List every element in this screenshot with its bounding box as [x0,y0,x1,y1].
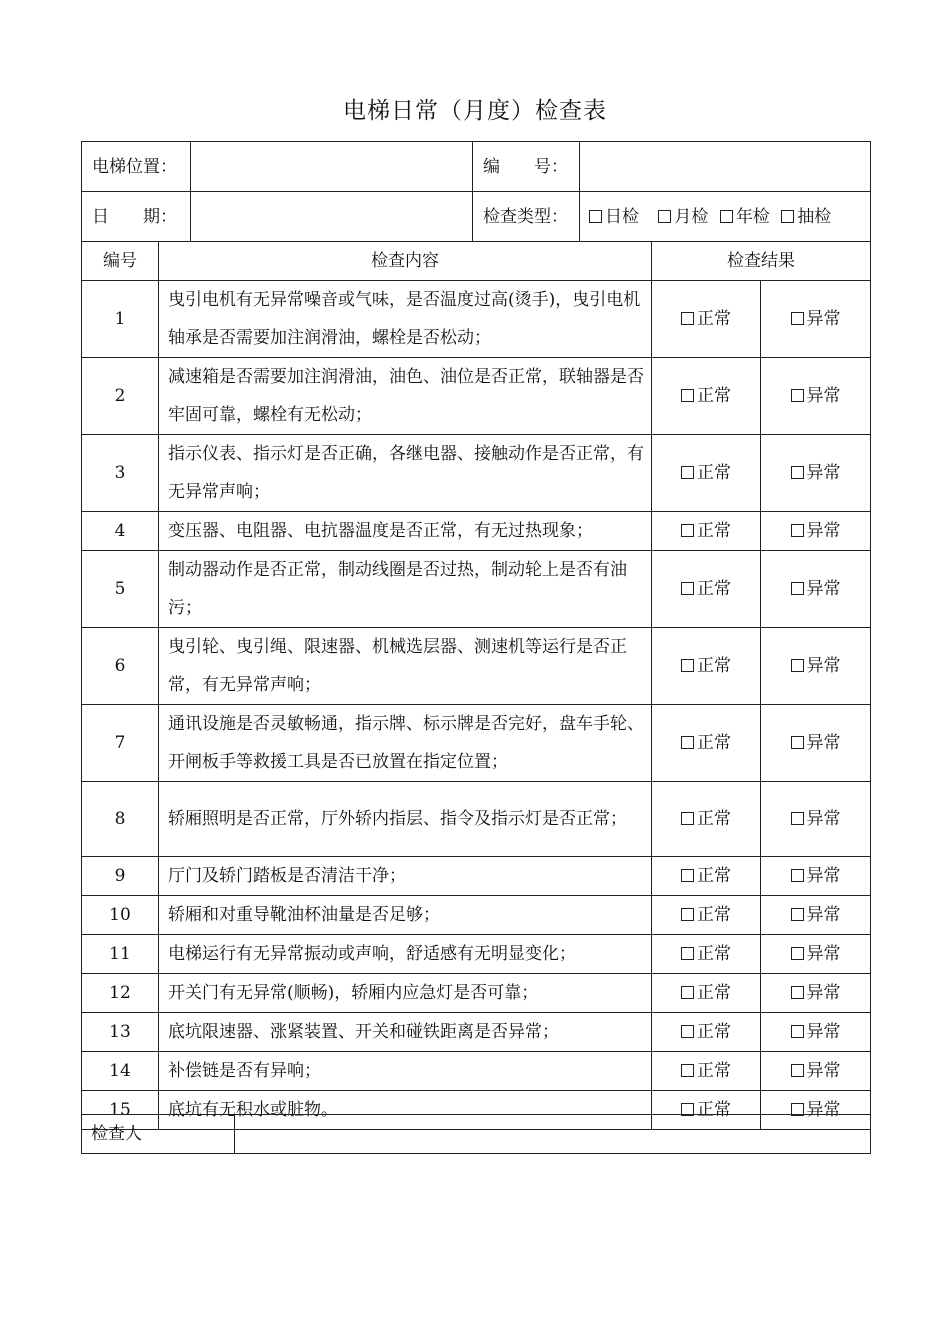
row-number: 15 [82,1091,159,1130]
row-content: 制动器动作是否正常，制动线圈是否过热，制动轮上是否有油污； [159,551,652,628]
normal-label: 正常 [697,983,731,1003]
checkbox-icon[interactable] [791,1064,804,1077]
check-type-options [580,192,871,242]
normal-label: 正常 [697,1100,731,1120]
normal-option[interactable] [652,896,761,935]
date-field[interactable] [191,192,473,242]
row-number: 3 [82,435,159,512]
normal-label: 正常 [697,386,731,406]
abnormal-option[interactable] [761,1013,871,1052]
table-row [82,628,871,705]
checkbox-icon[interactable] [681,908,694,921]
checkbox-icon[interactable] [791,1025,804,1038]
checkbox-icon[interactable] [681,869,694,882]
table-row [82,705,871,782]
abnormal-label: 异常 [806,905,841,925]
normal-option[interactable] [652,782,761,857]
row-number: 5 [82,551,159,628]
row-content: 曳引轮、曳引绳、限速器、机械选层器、测速机等运行是否正常，有无异常声响； [159,628,652,705]
normal-label: 正常 [697,579,731,599]
normal-option[interactable] [652,281,761,358]
abnormal-option[interactable] [761,974,871,1013]
abnormal-label: 异常 [806,521,841,541]
row-content: 减速箱是否需要加注润滑油，油色、油位是否正常，联轴器是否牢固可靠，螺栓有无松动； [159,358,652,435]
normal-option[interactable] [652,1013,761,1052]
checkbox-icon[interactable] [791,582,804,595]
checkbox-icon[interactable] [681,812,694,825]
abnormal-option[interactable] [761,705,871,782]
table-row [82,935,871,974]
row-content: 轿厢和对重导靴油杯油量是否足够； [159,896,652,935]
normal-option[interactable] [652,857,761,896]
row-content: 开关门有无异常(顺畅)，轿厢内应急灯是否可靠； [159,974,652,1013]
checkbox-icon[interactable] [681,466,694,479]
table-row [82,435,871,512]
location-field[interactable] [191,142,473,192]
table-row [82,974,871,1013]
column-header-result: 检查结果 [652,242,871,281]
abnormal-option[interactable] [761,857,871,896]
row-content: 曳引电机有无异常噪音或气味，是否温度过高(烫手)，曳引电机轴承是否需要加注润滑油，螺栓是否松动； [159,281,652,358]
checkbox-icon[interactable] [720,210,733,223]
checkbox-icon[interactable] [791,524,804,537]
abnormal-option[interactable] [761,782,871,857]
checkbox-icon[interactable] [681,389,694,402]
checkbox-icon[interactable] [589,210,602,223]
abnormal-label: 异常 [806,309,841,329]
inspection-table [81,241,871,1130]
normal-option[interactable] [652,512,761,551]
checkbox-icon[interactable] [681,736,694,749]
checkbox-icon[interactable] [681,312,694,325]
checkbox-icon[interactable] [791,947,804,960]
normal-label: 正常 [697,309,731,329]
location-label: 电梯位置： [82,142,191,192]
row-content: 底坑限速器、涨紧装置、开关和碰铁距离是否异常； [159,1013,652,1052]
checkbox-icon[interactable] [791,908,804,921]
normal-label: 正常 [697,809,731,829]
abnormal-option[interactable] [761,935,871,974]
row-content: 指示仪表、指示灯是否正确，各继电器、接触动作是否正常，有无异常声响； [159,435,652,512]
row-content: 底坑有无积水或脏物。 [159,1091,652,1130]
row-content: 通讯设施是否灵敏畅通，指示牌、标示牌是否完好，盘车手轮、开闸板手等救援工具是否已放置在指定位置； [159,705,652,782]
row-number: 7 [82,705,159,782]
checkbox-icon[interactable] [791,389,804,402]
checkbox-icon[interactable] [681,524,694,537]
column-header-number: 编号 [82,242,159,281]
row-content: 电梯运行有无异常振动或声响，舒适感有无明显变化； [159,935,652,974]
abnormal-label: 异常 [806,656,841,676]
row-content: 补偿链是否有异响； [159,1052,652,1091]
normal-label: 正常 [697,905,731,925]
page-title: 电梯日常（月度）检查表 [343,98,607,124]
row-number: 11 [82,935,159,974]
checkbox-icon[interactable] [681,1025,694,1038]
table-row [82,281,871,358]
check-type-option-monthly[interactable]: 月检 [658,207,708,227]
abnormal-label: 异常 [806,1061,841,1081]
checkbox-icon[interactable] [681,1064,694,1077]
normal-label: 正常 [697,733,731,753]
abnormal-label: 异常 [806,983,841,1003]
row-number: 1 [82,281,159,358]
abnormal-option[interactable] [761,551,871,628]
abnormal-option[interactable] [761,281,871,358]
abnormal-label: 异常 [806,386,841,406]
table-row [82,857,871,896]
abnormal-option[interactable] [761,435,871,512]
inspector-field[interactable] [235,1115,871,1154]
row-content: 轿厢照明是否正常，厅外轿内指层、指令及指示灯是否正常； [159,782,652,857]
normal-label: 正常 [697,463,731,483]
number-label: 编 号： [473,142,580,192]
table-row [82,782,871,857]
normal-option[interactable] [652,1052,761,1091]
abnormal-label: 异常 [806,733,841,753]
number-field[interactable] [580,142,871,192]
abnormal-label: 异常 [806,579,841,599]
checkbox-icon[interactable] [791,736,804,749]
row-number: 9 [82,857,159,896]
date-label: 日 期： [82,192,191,242]
normal-label: 正常 [697,944,731,964]
normal-label: 正常 [697,521,731,541]
check-type-option-spot[interactable]: 抽检 [781,207,831,227]
signature-table [81,1114,871,1154]
abnormal-option[interactable] [761,1052,871,1091]
abnormal-option[interactable] [761,358,871,435]
abnormal-label: 异常 [806,944,841,964]
check-type-option-yearly[interactable]: 年检 [720,207,770,227]
checkbox-icon[interactable] [658,210,671,223]
row-number: 4 [82,512,159,551]
check-type-label: 检查类型： [473,192,580,242]
abnormal-option[interactable] [761,512,871,551]
normal-option[interactable] [652,935,761,974]
checkbox-icon[interactable] [791,312,804,325]
abnormal-label: 异常 [806,866,841,886]
abnormal-label: 异常 [806,1022,841,1042]
table-row [82,358,871,435]
checkbox-icon[interactable] [681,582,694,595]
checkbox-icon[interactable] [791,986,804,999]
checkbox-icon[interactable] [781,210,794,223]
normal-option[interactable] [652,974,761,1013]
normal-option[interactable] [652,628,761,705]
checkbox-icon[interactable] [791,812,804,825]
checkbox-icon[interactable] [681,986,694,999]
table-row [82,512,871,551]
row-number: 13 [82,1013,159,1052]
normal-label: 正常 [697,866,731,886]
normal-option[interactable] [652,435,761,512]
abnormal-label: 异常 [806,1100,841,1120]
row-content: 变压器、电阻器、电抗器温度是否正常，有无过热现象； [159,512,652,551]
row-number: 6 [82,628,159,705]
normal-option[interactable] [652,358,761,435]
abnormal-label: 异常 [806,463,841,483]
table-row [82,896,871,935]
checkbox-icon[interactable] [681,947,694,960]
normal-label: 正常 [697,1022,731,1042]
normal-label: 正常 [697,1061,731,1081]
checkbox-icon[interactable] [791,466,804,479]
checkbox-icon[interactable] [681,659,694,672]
header-table [81,141,871,242]
row-number: 12 [82,974,159,1013]
table-row [82,551,871,628]
check-type-option-daily[interactable]: 日检 [589,207,639,227]
row-number: 10 [82,896,159,935]
row-number: 8 [82,782,159,857]
abnormal-option[interactable] [761,628,871,705]
abnormal-option[interactable] [761,896,871,935]
row-number: 14 [82,1052,159,1091]
normal-label: 正常 [697,656,731,676]
table-row [82,1052,871,1091]
table-header-row [82,242,871,281]
normal-option[interactable] [652,551,761,628]
row-content: 厅门及轿门踏板是否清洁干净； [159,857,652,896]
inspector-label: 检查人 [82,1115,235,1154]
normal-option[interactable] [652,705,761,782]
row-number: 2 [82,358,159,435]
table-row [82,1013,871,1052]
column-header-content: 检查内容 [159,242,652,281]
checkbox-icon[interactable] [791,869,804,882]
abnormal-label: 异常 [806,809,841,829]
checkbox-icon[interactable] [791,659,804,672]
